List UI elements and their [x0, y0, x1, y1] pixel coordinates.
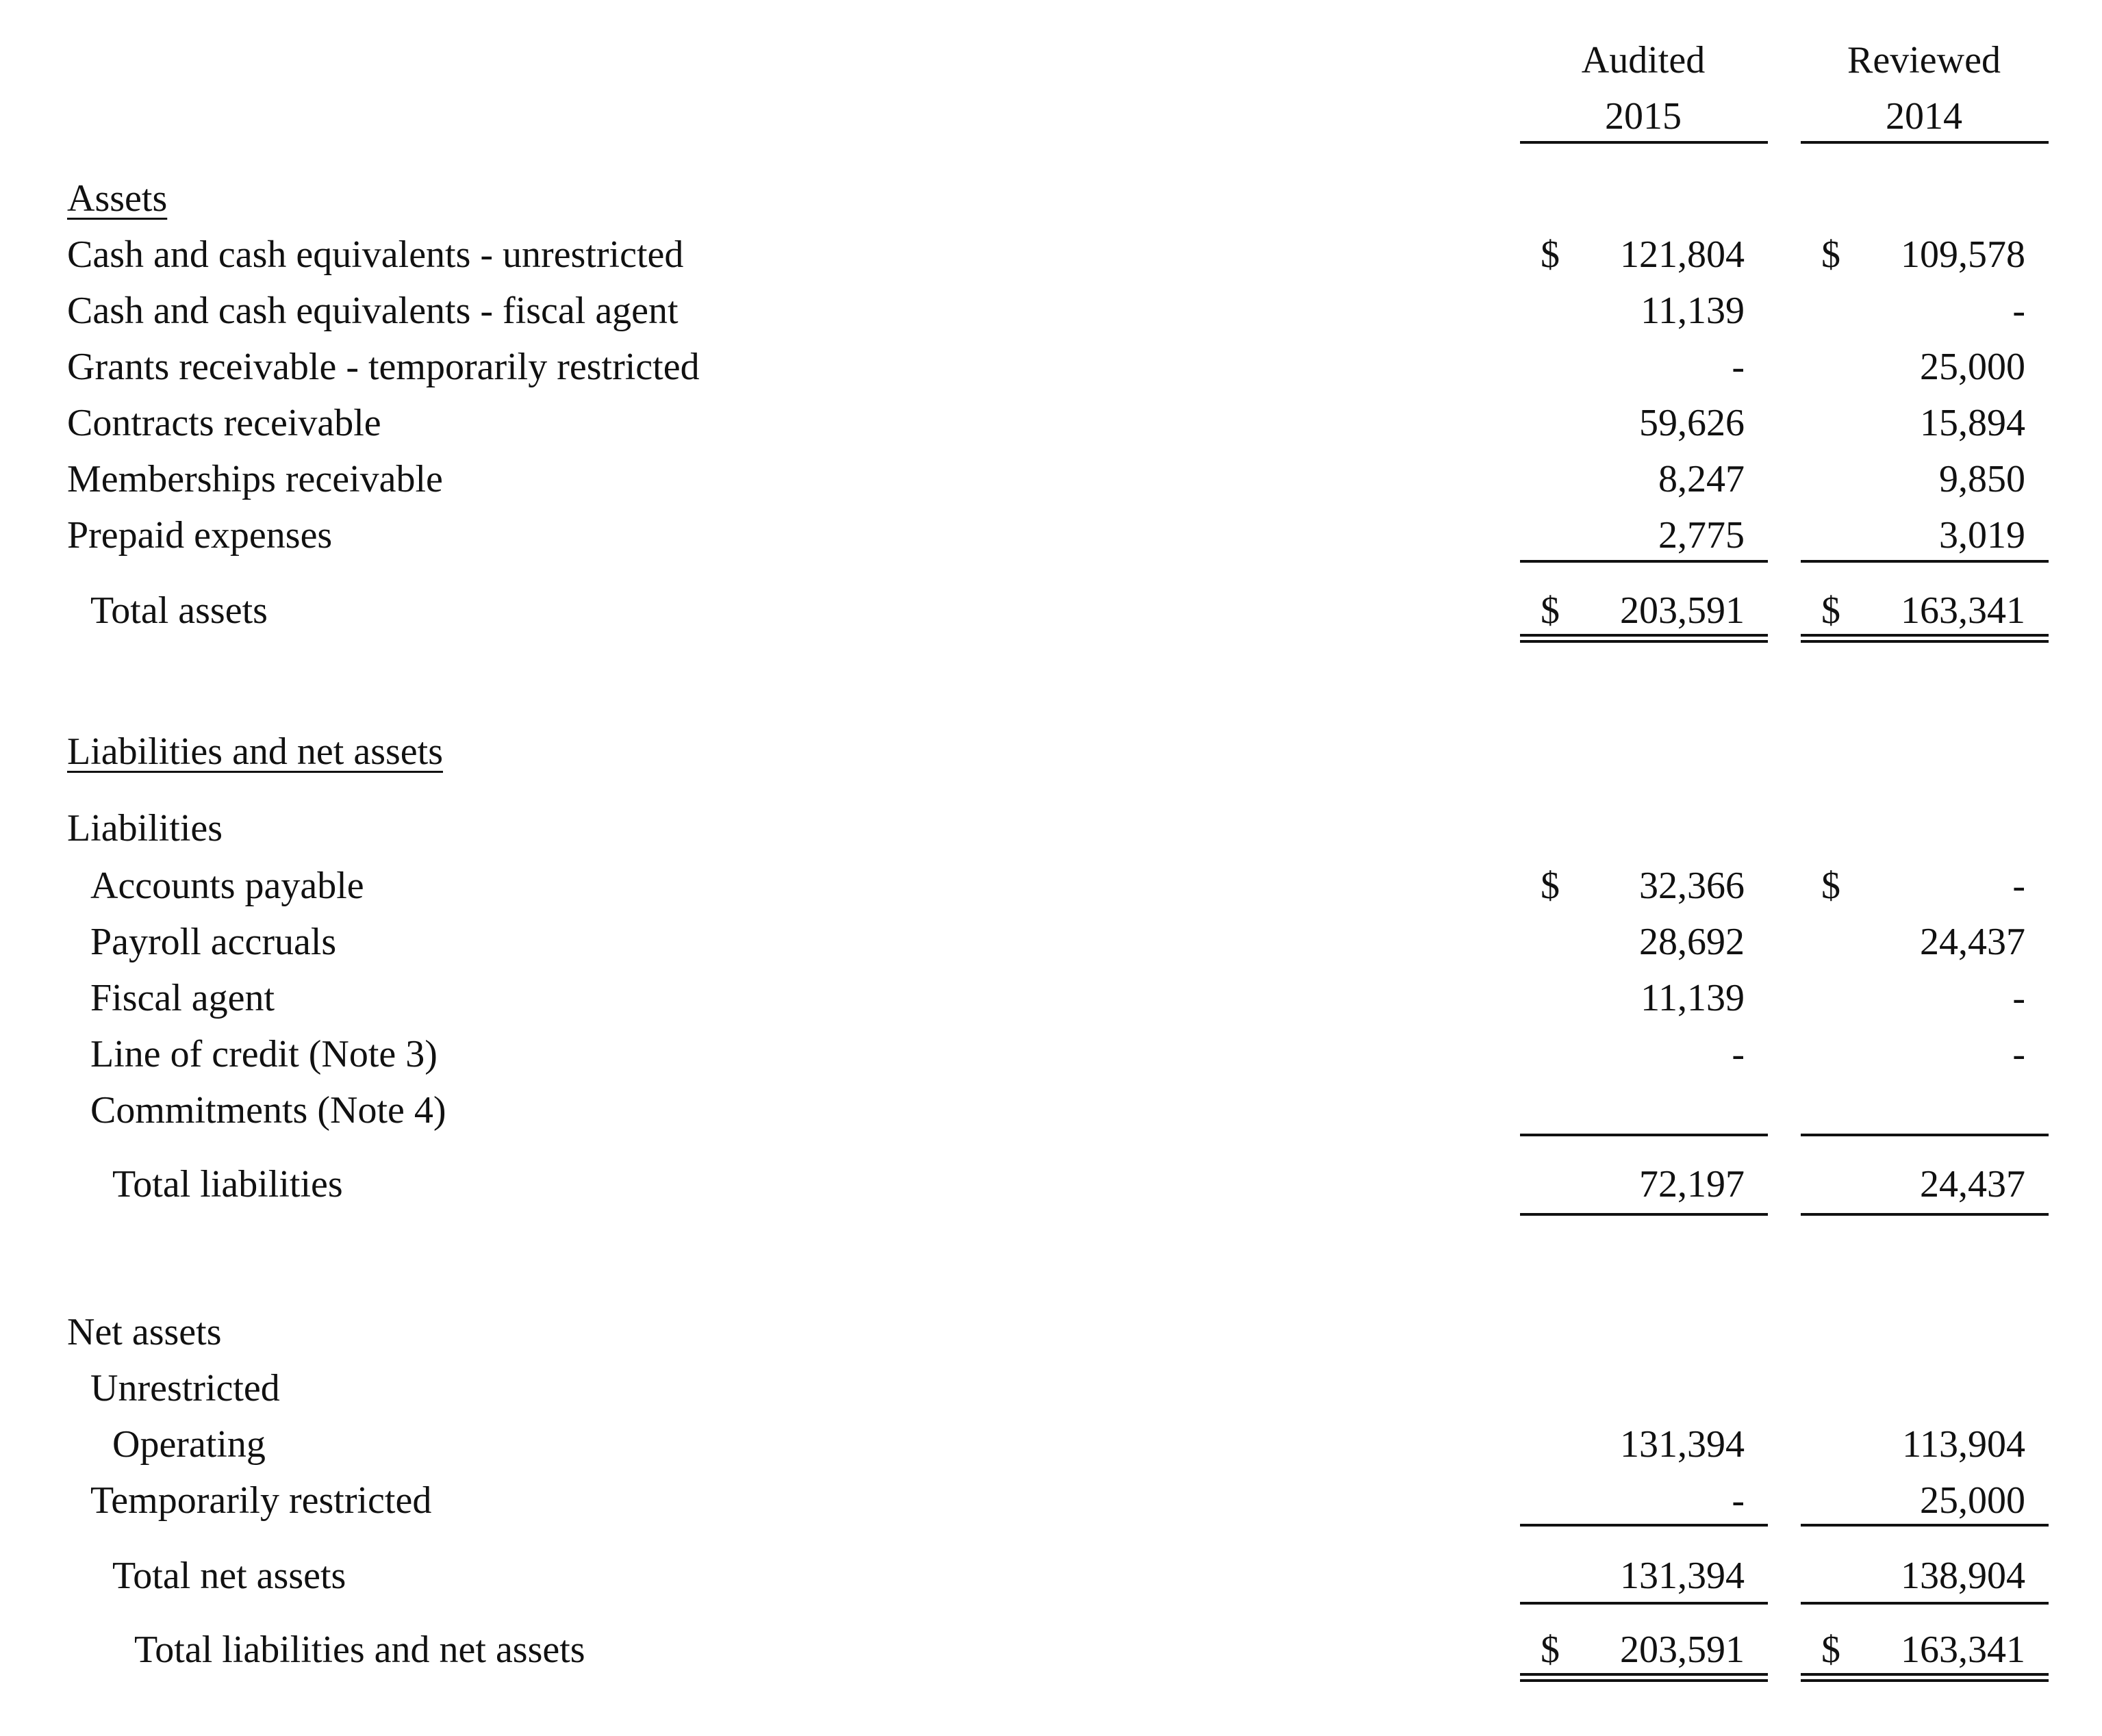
total-liabilities-label: Total liabilities [112, 1163, 343, 1205]
net-asset-value-2014: 113,904 [1902, 1423, 2025, 1466]
asset-value-2015: 2,775 [1658, 514, 1745, 557]
liability-value-2015: 32,366 [1639, 865, 1745, 907]
subtotal-rule-2014 [1801, 1134, 2049, 1136]
unrestricted-heading: Unrestricted [90, 1367, 280, 1409]
column-header-2014-line1: Reviewed [1847, 39, 2001, 81]
subtotal-rule-2015 [1520, 560, 1768, 563]
grand-total-2015: 203,591 [1620, 1629, 1745, 1671]
double-rule-2014 [1801, 634, 2049, 643]
column-header-2015-line2: 2015 [1605, 95, 1682, 138]
total-net-assets-2014: 138,904 [1901, 1555, 2025, 1597]
asset-value-2014: - [2012, 290, 2025, 332]
double-rule-2015 [1520, 1673, 1768, 1682]
header-rule-2015 [1520, 141, 1768, 144]
liability-value-2014: - [2012, 865, 2025, 907]
asset-label: Grants receivable - temporarily restricted [67, 346, 700, 388]
liability-label: Commitments (Note 4) [90, 1089, 446, 1132]
subtotal-rule-2014 [1801, 1524, 2049, 1527]
currency-symbol: $ [1541, 589, 1560, 632]
liabilities-net-assets-heading: Liabilities and net assets [67, 730, 443, 773]
grand-total-label: Total liabilities and net assets [134, 1629, 585, 1671]
subtotal-rule-2015 [1520, 1524, 1768, 1527]
liability-value-2014: 24,437 [1920, 921, 2025, 963]
liability-value-2015: - [1732, 1033, 1745, 1075]
net-asset-label: Temporarily restricted [90, 1479, 432, 1522]
total-net-assets-2015: 131,394 [1620, 1555, 1745, 1597]
asset-value-2014: 15,894 [1920, 402, 2025, 444]
total-liabilities-2014: 24,437 [1920, 1163, 2025, 1205]
asset-value-2015: 121,804 [1620, 233, 1745, 276]
total-liabilities-2015: 72,197 [1639, 1163, 1745, 1205]
asset-label: Contracts receivable [67, 402, 381, 444]
currency-symbol: $ [1821, 233, 1840, 276]
total-assets-2015: 203,591 [1620, 589, 1745, 632]
currency-symbol: $ [1541, 233, 1560, 276]
double-rule-2014 [1801, 1673, 2049, 1682]
liabilities-heading: Liabilities [67, 807, 223, 850]
liability-value-2015: 28,692 [1639, 921, 1745, 963]
net-assets-heading: Net assets [67, 1311, 222, 1353]
liability-label: Fiscal agent [90, 977, 275, 1019]
asset-value-2014: 25,000 [1920, 346, 2025, 388]
liability-label: Payroll accruals [90, 921, 337, 963]
subtotal-rule-2014 [1801, 560, 2049, 563]
asset-value-2014: 9,850 [1939, 458, 2025, 500]
liability-value-2014: - [2012, 1033, 2025, 1075]
header-rule-2014 [1801, 141, 2049, 144]
asset-label: Cash and cash equivalents - unrestricted [67, 233, 684, 276]
asset-label: Prepaid expenses [67, 514, 333, 557]
net-asset-value-2014: 25,000 [1920, 1479, 2025, 1522]
asset-value-2015: - [1732, 346, 1745, 388]
total-rule-2014 [1801, 1602, 2049, 1605]
liability-value-2015: 11,139 [1641, 977, 1745, 1019]
currency-symbol: $ [1541, 1629, 1560, 1671]
subtotal-rule-2015 [1520, 1134, 1768, 1136]
total-rule-2014 [1801, 1213, 2049, 1216]
total-assets-2014: 163,341 [1901, 589, 2025, 632]
currency-symbol: $ [1541, 865, 1560, 907]
liability-label: Accounts payable [90, 865, 364, 907]
asset-value-2015: 59,626 [1639, 402, 1745, 444]
total-net-assets-label: Total net assets [112, 1555, 346, 1597]
asset-label: Memberships receivable [67, 458, 443, 500]
grand-total-2014: 163,341 [1901, 1629, 2025, 1671]
total-rule-2015 [1520, 1602, 1768, 1605]
currency-symbol: $ [1821, 1629, 1840, 1671]
asset-value-2015: 11,139 [1641, 290, 1745, 332]
total-rule-2015 [1520, 1213, 1768, 1216]
column-header-2015-line1: Audited [1581, 39, 1706, 81]
total-assets-label: Total assets [90, 589, 268, 632]
liability-value-2014: - [2012, 977, 2025, 1019]
net-asset-label: Operating [112, 1423, 266, 1466]
assets-heading: Assets [67, 177, 168, 220]
currency-symbol: $ [1821, 589, 1840, 632]
net-asset-value-2015: 131,394 [1620, 1423, 1745, 1466]
asset-label: Cash and cash equivalents - fiscal agent [67, 290, 679, 332]
double-rule-2015 [1520, 634, 1768, 643]
currency-symbol: $ [1821, 865, 1840, 907]
asset-value-2014: 3,019 [1939, 514, 2025, 557]
net-asset-value-2015: - [1732, 1479, 1745, 1522]
liability-label: Line of credit (Note 3) [90, 1033, 438, 1075]
asset-value-2014: 109,578 [1901, 233, 2025, 276]
asset-value-2015: 8,247 [1658, 458, 1745, 500]
column-header-2014-line2: 2014 [1886, 95, 1962, 138]
